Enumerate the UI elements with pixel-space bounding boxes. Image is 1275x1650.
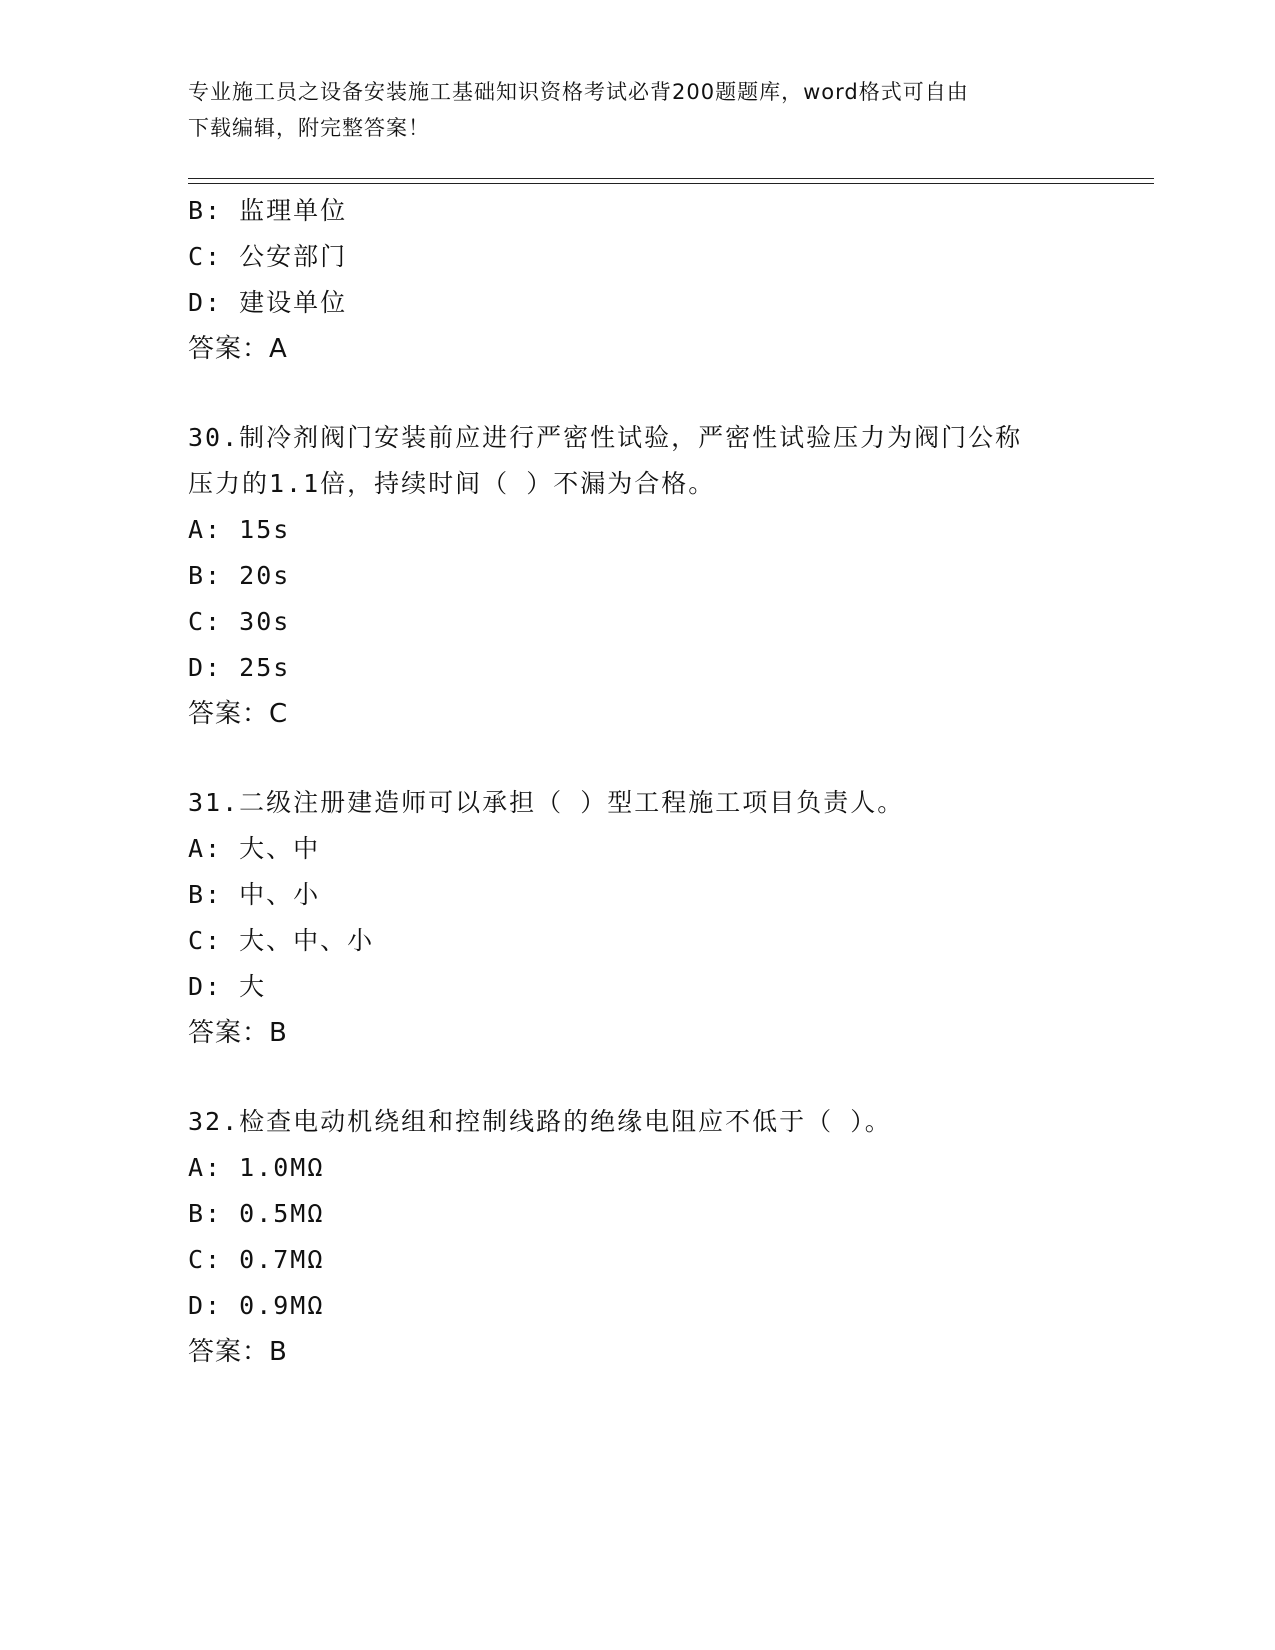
answer-line: 答案：A (188, 334, 288, 364)
question-stem-line-1: 31.二级注册建造师可以承担（ ）型工程施工项目负责人。 (188, 788, 905, 817)
spacer (188, 372, 1128, 415)
option-a: A: 1.0MΩ (188, 1153, 325, 1182)
option-b: B: 20s (188, 561, 291, 590)
spacer (188, 737, 1128, 780)
option-d: D: 大 (188, 972, 267, 1001)
question-stem-line-1: 30.制冷剂阀门安装前应进行严密性试验，严密性试验压力为阀门公称 (188, 423, 1023, 452)
document-header (188, 74, 1088, 146)
question-31 (188, 780, 1128, 1056)
question-30 (188, 415, 1128, 737)
question-29-continued (188, 188, 1128, 372)
header-divider-bottom (188, 183, 1154, 184)
option-b: B: 监理单位 (188, 196, 348, 225)
option-d: D: 0.9MΩ (188, 1291, 325, 1320)
option-b: B: 中、小 (188, 880, 321, 909)
option-c: C: 0.7MΩ (188, 1245, 325, 1274)
option-c: C: 30s (188, 607, 291, 636)
answer-line: 答案：C (188, 699, 289, 729)
option-c: C: 公安部门 (188, 242, 348, 271)
option-d: D: 建设单位 (188, 288, 348, 317)
header-title-line-1: 专业施工员之设备安装施工基础知识资格考试必背200题题库，word格式可自由 (188, 80, 969, 104)
question-stem-line-2: 压力的1.1倍，持续时间（ ）不漏为合格。 (188, 469, 716, 498)
question-list (188, 188, 1128, 1375)
option-a: A: 15s (188, 515, 291, 544)
option-d: D: 25s (188, 653, 291, 682)
question-32 (188, 1099, 1128, 1375)
answer-line: 答案：B (188, 1018, 288, 1048)
option-b: B: 0.5MΩ (188, 1199, 325, 1228)
option-c: C: 大、中、小 (188, 926, 375, 955)
answer-line: 答案：B (188, 1337, 288, 1367)
header-divider-top (188, 178, 1154, 179)
spacer (188, 1056, 1128, 1099)
question-stem-line-1: 32.检查电动机绕组和控制线路的绝缘电阻应不低于（ ）。 (188, 1107, 892, 1136)
option-a: A: 大、中 (188, 834, 321, 863)
header-title-line-2: 下载编辑，附完整答案！ (188, 116, 430, 140)
